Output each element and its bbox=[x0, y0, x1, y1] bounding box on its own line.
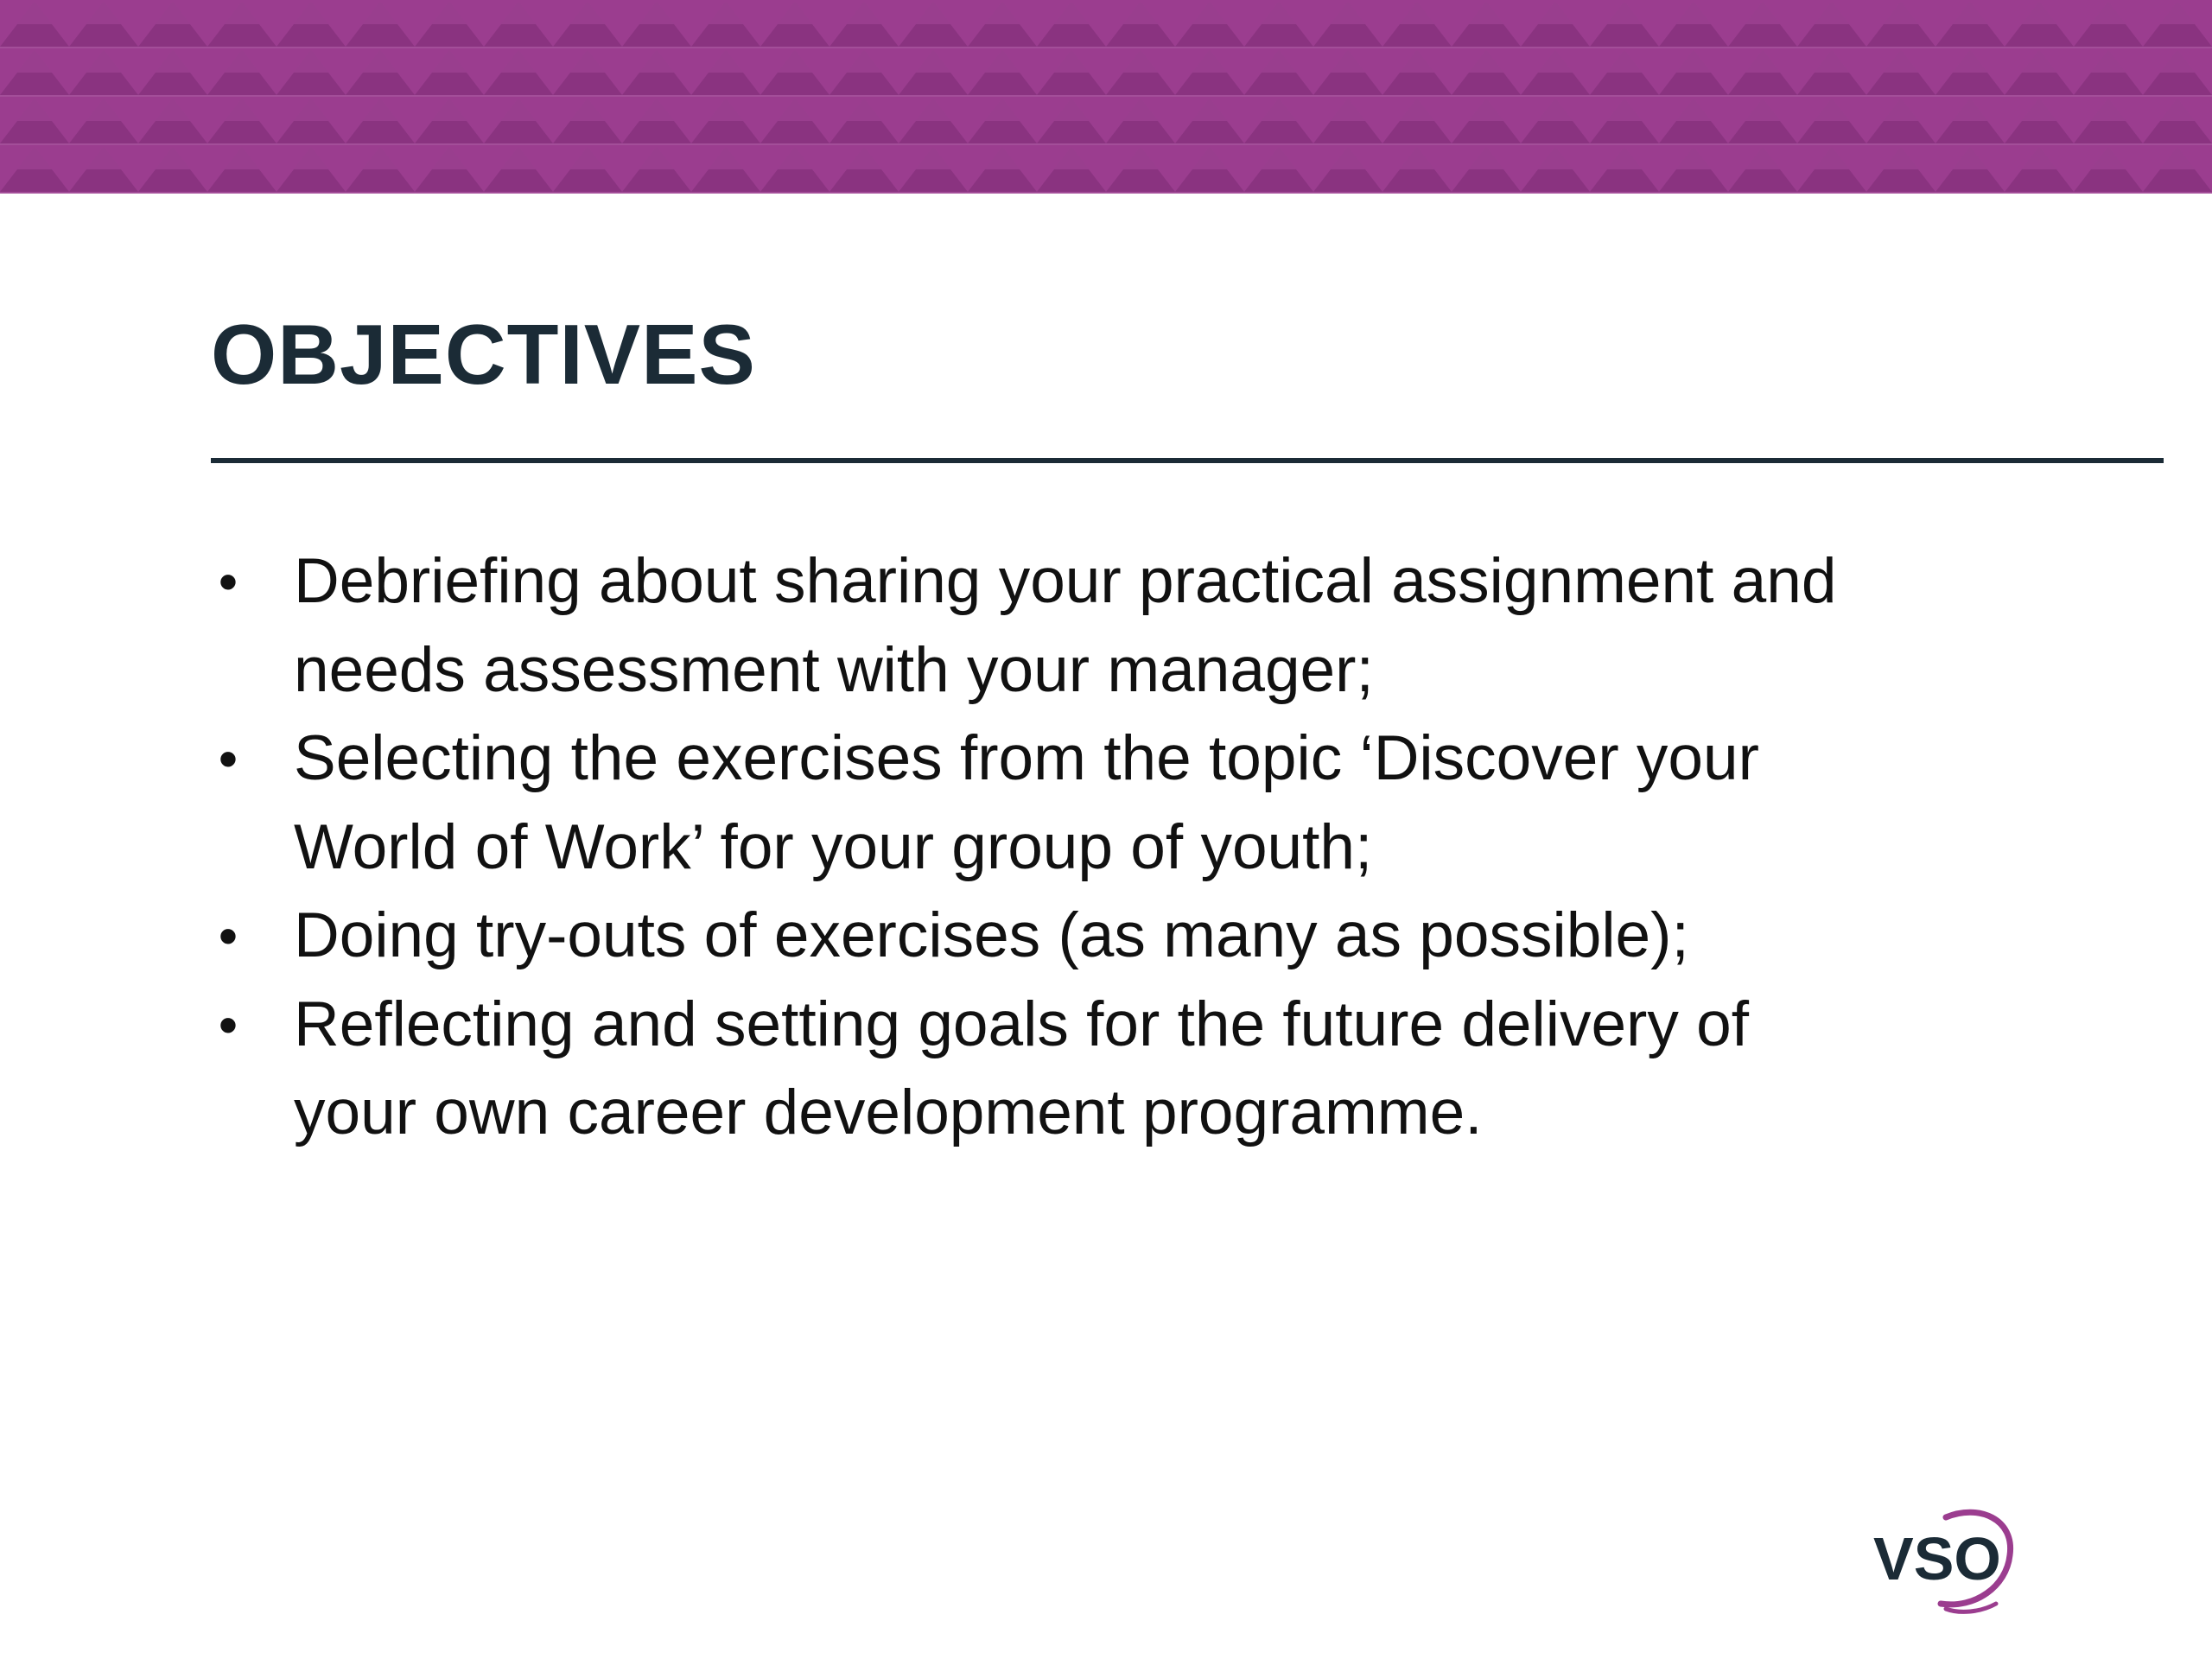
vso-logo bbox=[1866, 1502, 2022, 1616]
objective-text: Reflecting and setting goals for the future delivery of your own career development programme. bbox=[294, 988, 1750, 1147]
bullet-icon: • bbox=[218, 905, 238, 967]
logo-text: VSO bbox=[1873, 1525, 2001, 1592]
triangle-pattern bbox=[0, 0, 2212, 194]
objectives-list bbox=[211, 537, 1853, 1158]
list-item bbox=[211, 537, 1853, 715]
list-item bbox=[211, 715, 1853, 892]
objective-text: Debriefing about sharing your practical assignment and needs assessment with your manager; bbox=[294, 546, 1837, 705]
bullet-icon: • bbox=[218, 993, 238, 1056]
objective-text: Doing try-outs of exercises (as many as possible); bbox=[294, 900, 1689, 970]
title-divider bbox=[211, 458, 2164, 463]
vso-logo-icon bbox=[1866, 1502, 2022, 1616]
list-item bbox=[211, 981, 1853, 1158]
header-band bbox=[0, 0, 2212, 194]
bullet-icon: • bbox=[218, 728, 238, 790]
objective-text: Selecting the exercises from the topic ‘Discover your World of Work’ for your group of youth; bbox=[294, 723, 1759, 882]
list-item bbox=[211, 892, 1853, 981]
slide-title: OBJECTIVES bbox=[211, 307, 756, 402]
bullet-icon: • bbox=[218, 550, 238, 613]
